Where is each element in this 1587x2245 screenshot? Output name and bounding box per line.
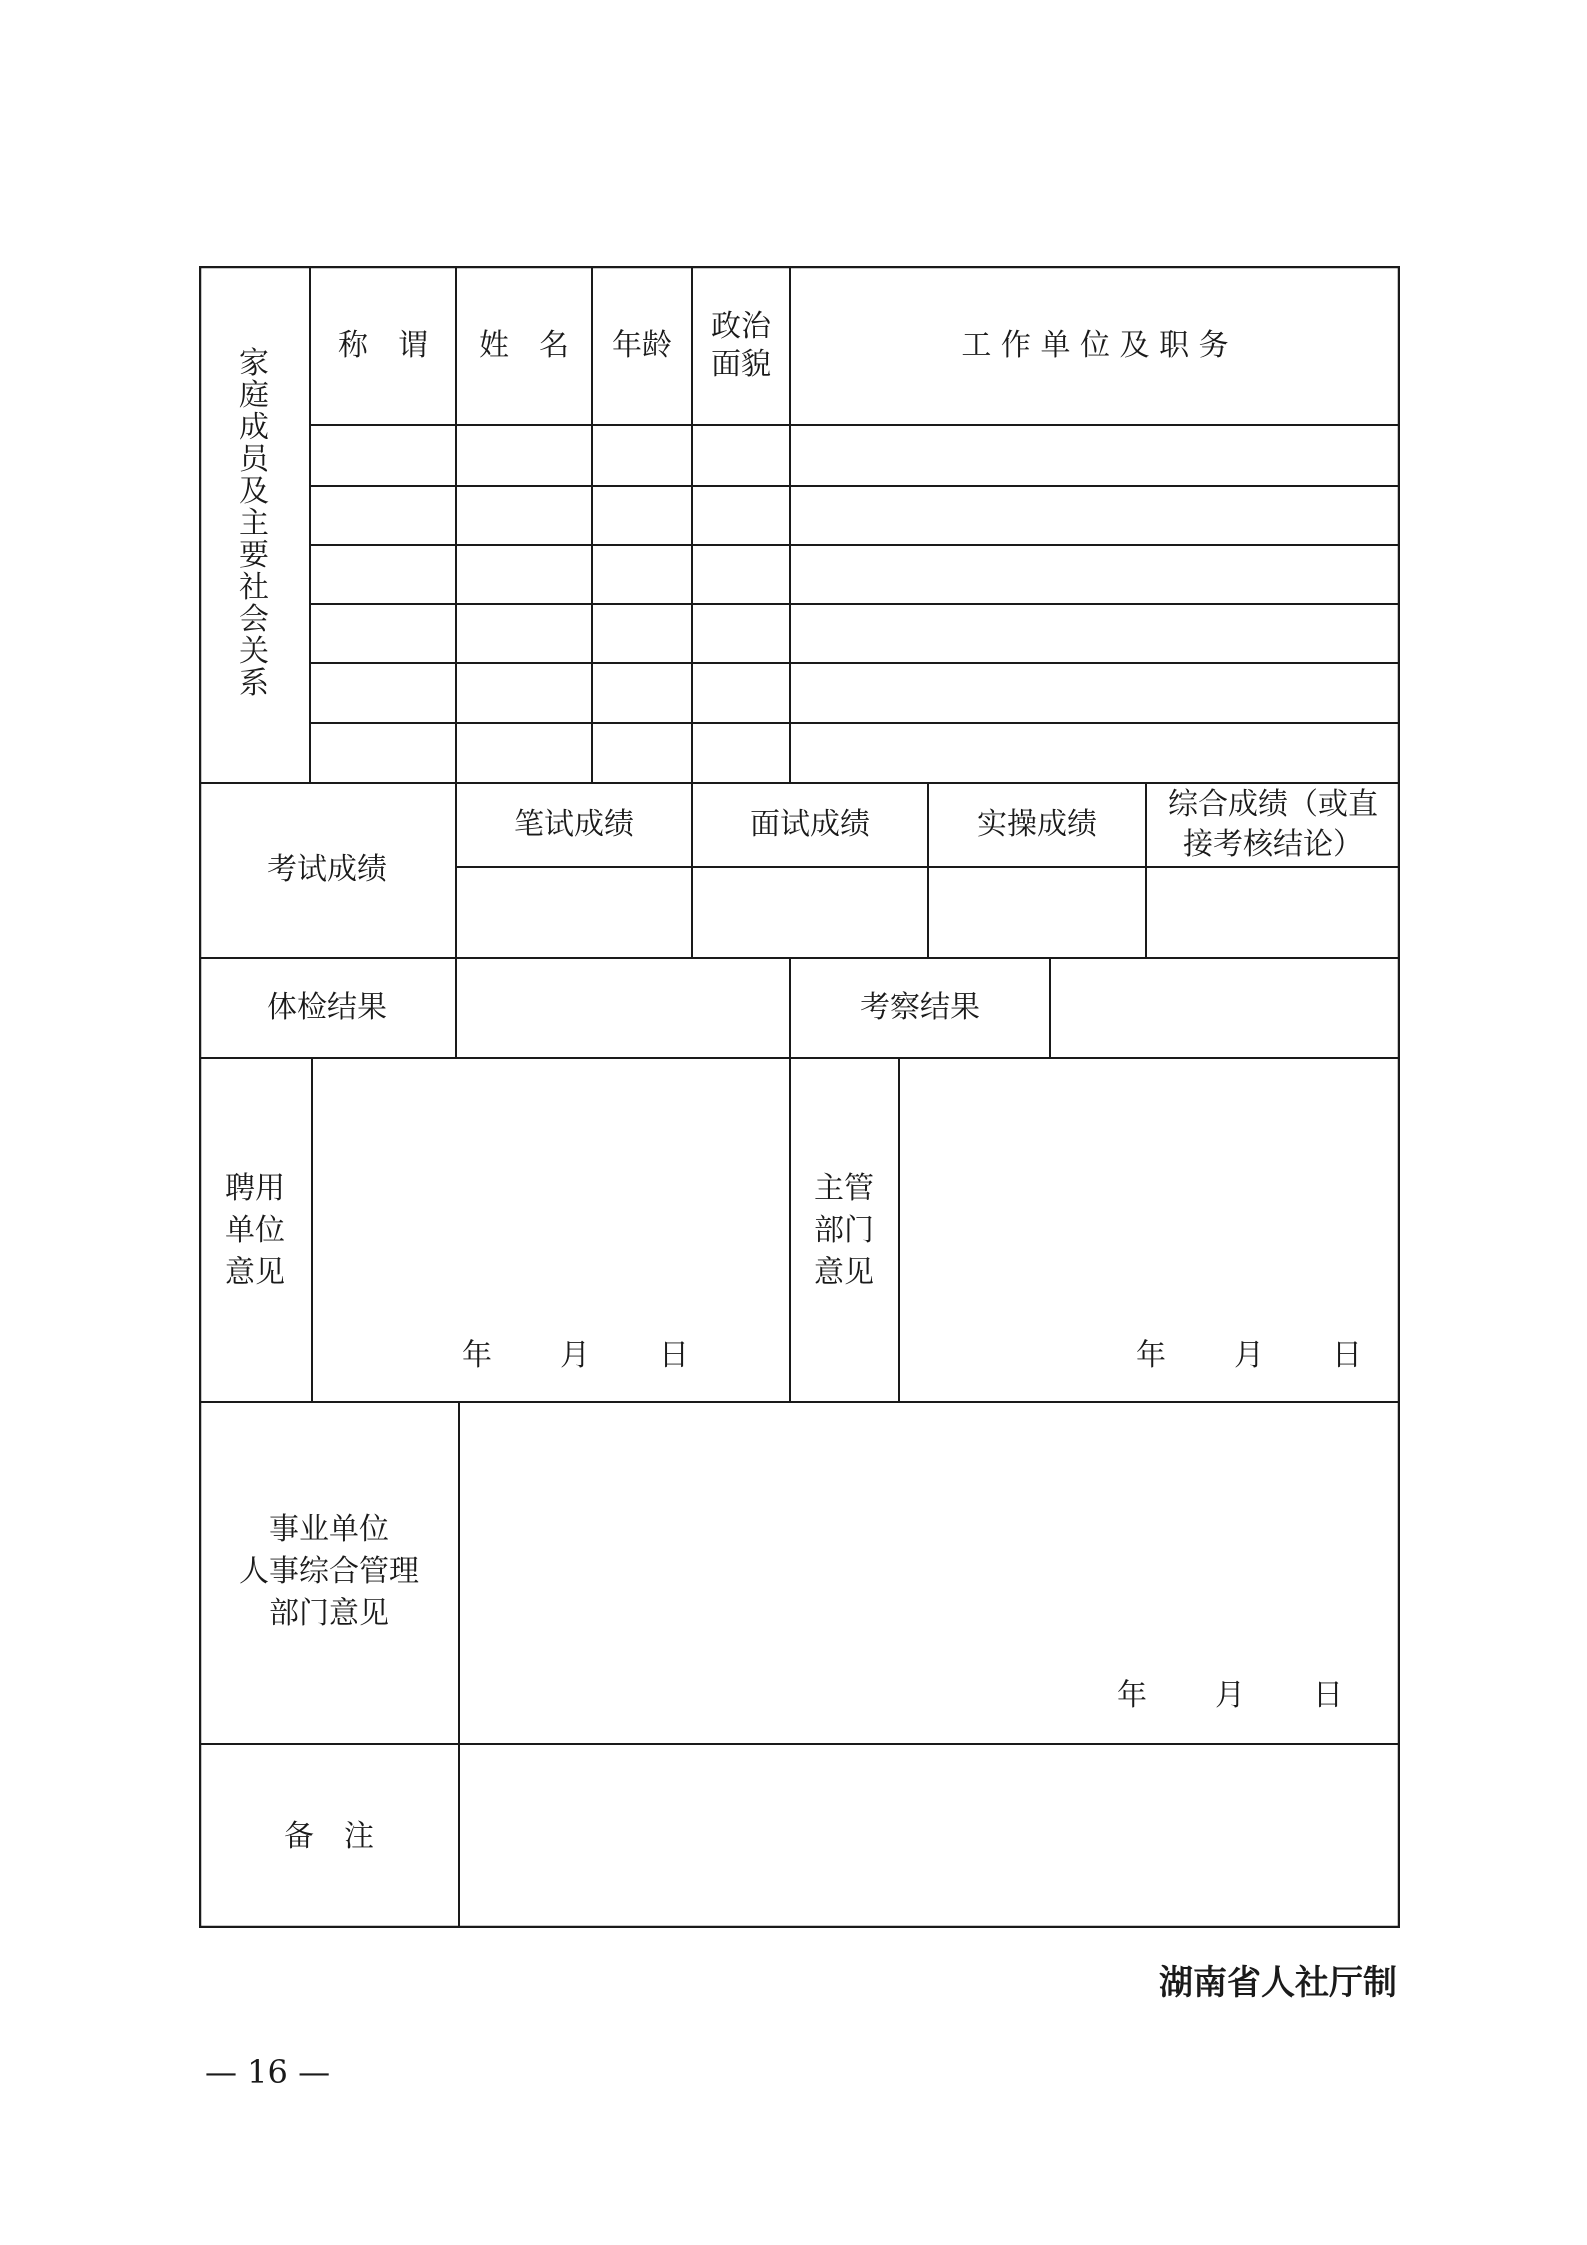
header-relation: 称 谓 xyxy=(338,328,428,363)
header-work-unit: 工 作 单 位 及 职 务 xyxy=(961,328,1229,363)
practical-score-header: 实操成绩 xyxy=(977,807,1097,842)
header-political-status: 政治面貌 xyxy=(711,309,771,382)
employer-opinion-label: 聘用单位意见 xyxy=(225,1171,285,1290)
interview-score-header: 面试成绩 xyxy=(750,807,870,842)
inspection-result-label: 考察结果 xyxy=(860,990,980,1025)
hr-date-month: 月 xyxy=(1215,1678,1245,1713)
hr-opinion-label-line1: 事业单位 xyxy=(269,1512,389,1547)
hr-opinion-label-line2: 人事综合管理 xyxy=(239,1554,419,1589)
physical-exam-label: 体检结果 xyxy=(267,990,387,1025)
hr-date-year: 年 xyxy=(1117,1678,1147,1713)
family-section-label: 家庭成员及主要社会关系 xyxy=(239,346,269,701)
employer-date-day: 日 xyxy=(659,1338,689,1373)
hr-date-day: 日 xyxy=(1313,1678,1343,1713)
supervisor-opinion-label: 主管部门意见 xyxy=(814,1171,874,1290)
hr-opinion-label-line3: 部门意见 xyxy=(269,1596,389,1631)
written-score-header: 笔试成绩 xyxy=(514,807,634,842)
overall-score-header: 综合成绩（或直接考核结论） xyxy=(1168,787,1378,862)
supervisor-date-year: 年 xyxy=(1136,1338,1166,1373)
application-form-table xyxy=(199,266,1400,1928)
page-number: — 16 — xyxy=(205,2053,331,2091)
issuing-organization: 湖南省人社厅制 xyxy=(1159,1963,1397,2003)
header-age: 年龄 xyxy=(612,328,672,363)
supervisor-date-month: 月 xyxy=(1234,1338,1264,1373)
remarks-label: 备 注 xyxy=(284,1819,374,1854)
employer-date-year: 年 xyxy=(462,1338,492,1373)
employer-date-month: 月 xyxy=(560,1338,590,1373)
supervisor-date-day: 日 xyxy=(1332,1338,1362,1373)
header-name: 姓 名 xyxy=(479,328,569,363)
exam-scores-label: 考试成绩 xyxy=(267,852,387,887)
